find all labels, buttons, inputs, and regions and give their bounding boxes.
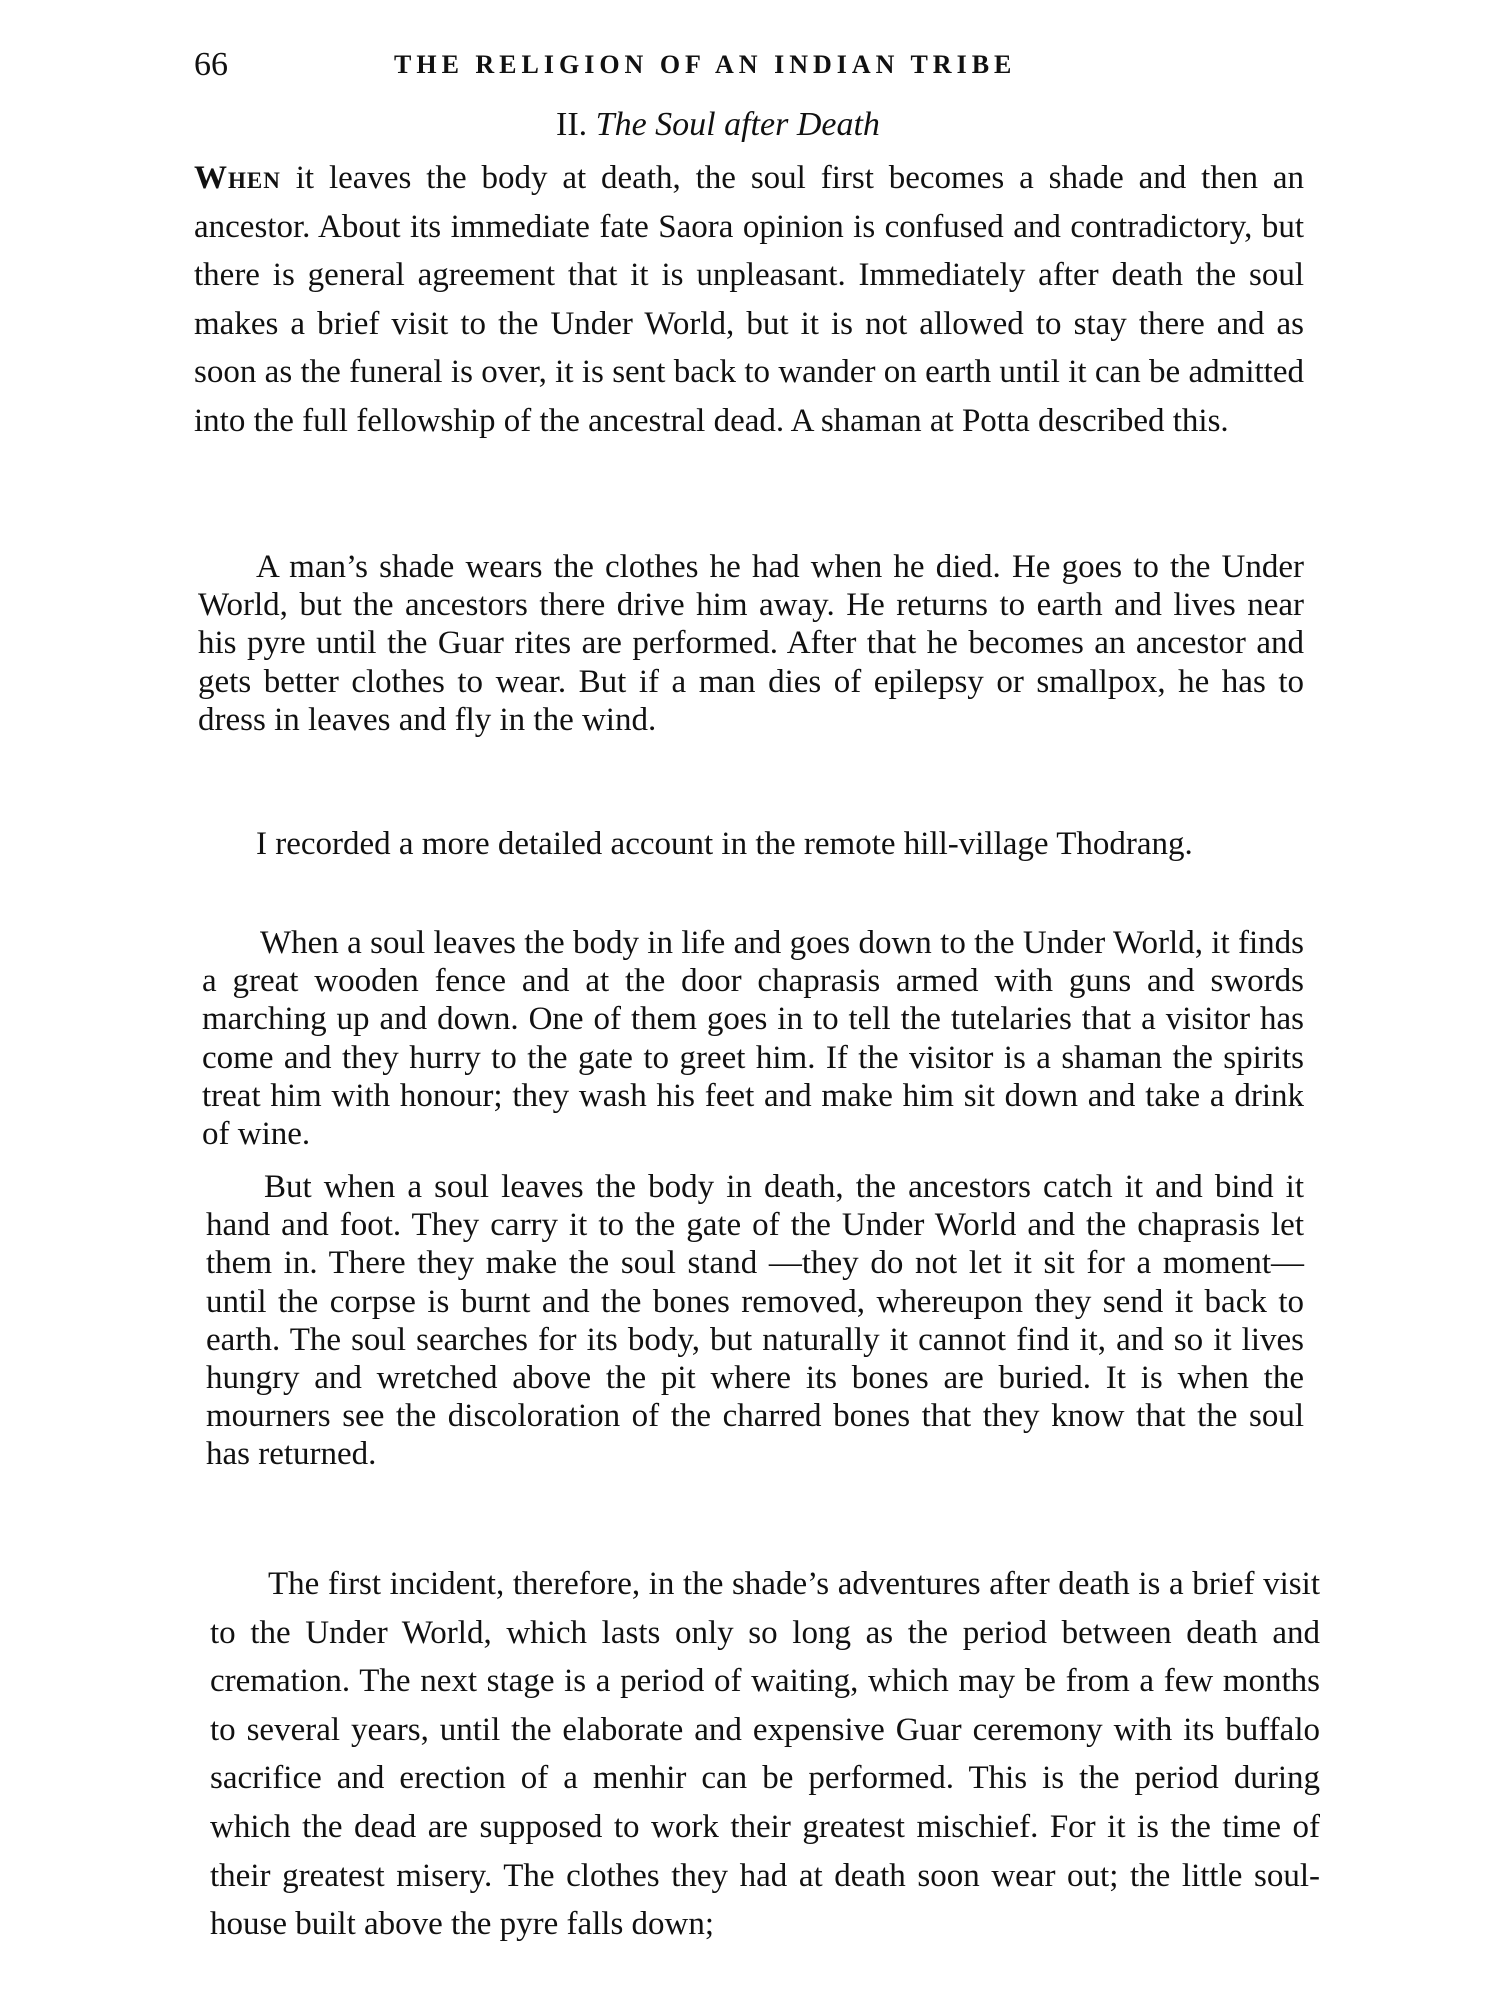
- section-title: The Soul after Death: [595, 106, 880, 143]
- page-number: 66: [194, 46, 228, 83]
- opening-lead-word: When: [194, 160, 281, 196]
- paragraph-summary: The first incident, therefore, in the shade’s adventures after death is a brief visit to the Under World, which lasts only so long as the period between death and cremation. The next stage is a period of waiting, which may be from a few months to several years, until the elaborate and expensive Guar ceremony with its buffalo sacrifice and erection of a menhir can be performed. This is the period during which the dead are supposed to work their greatest mischief. For it is the time of their greatest misery. The clothes they had at death soon wear out; the little soul-house built above the pyre falls down;: [210, 1566, 1320, 1943]
- quoted-account-shaman-potta: A man’s shade wears the clothes he had when he died. He goes to the Under World, but the ancestors there drive him away. He returns to earth and lives near his pyre until the Guar rites are performed. After that he becomes an ancestor and gets better clothes to wear. But if a man dies of epilepsy or smallpox, he has to dress in leaves and fly in the wind.: [198, 549, 1304, 738]
- paragraph-thodrang-intro: I recorded a more detailed account in the remote hill-village Thodrang.: [256, 826, 1193, 862]
- quoted-account-soul-in-life: When a soul leaves the body in life and goes down to the Under World, it finds a great wooden fence and at the door chaprasis armed with guns and swords marching up and down. One of them goes in to tell the tutelaries that a visitor has come and they hurry to the gate to greet him. If the visitor is a shaman the spirits treat him with honour; they wash his feet and make him sit down and take a drink of wine.: [202, 925, 1304, 1153]
- paragraph-opening: [194, 154, 1304, 446]
- section-numeral: II.: [556, 106, 588, 143]
- section-heading: [556, 106, 880, 144]
- opening-text: it leaves the body at death, the soul first becomes a shade and then an ancestor. About its immediate fate Saora opinion is confused and contradictory, but there is general agreement that it is unpleasant. Immediately after death the soul makes a brief visit to the Under World, but it is not allowed to stay there and as soon as the funeral is over, it is sent back to wander on earth until it can be admitted into the full fellowship of the ancestral dead. A shaman at Potta described this.: [194, 160, 1304, 439]
- running-head: [194, 46, 1104, 90]
- quoted-account-soul-in-death: But when a soul leaves the body in death, the ancestors catch it and bind it hand and foot. They carry it to the gate of the Under World and the chaprasis let them in. There they make the soul stand —they do not let it sit for a moment—until the corpse is burnt and the bones removed, whereupon they send it back to earth. The soul searches for its body, but naturally it cannot find it, and so it lives hungry and wretched above the pit where its bones are buried. It is when the mourners see the discoloration of the charred bones that they know that the soul has returned.: [206, 1169, 1304, 1473]
- running-title: THE RELIGION OF AN INDIAN TRIBE: [394, 50, 1017, 79]
